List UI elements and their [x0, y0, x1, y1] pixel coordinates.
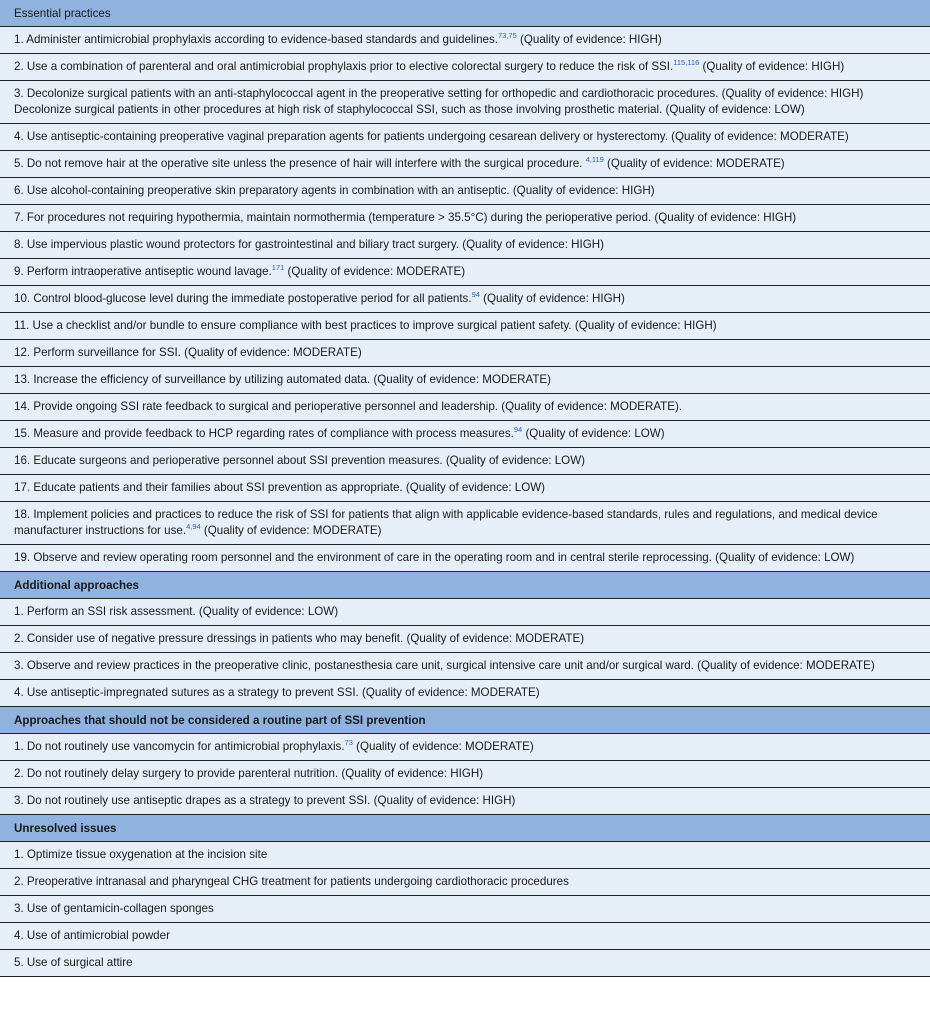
recommendation-text: [14, 129, 882, 145]
recommendation-text: [14, 399, 882, 415]
recommendation-text: [14, 928, 882, 944]
recommendation-main-text: 1. Optimize tissue oxygenation at the incision site: [14, 848, 268, 861]
recommendation-main-text: 10. Control blood-glucose level during the immediate postoperative period for all patients.: [14, 292, 472, 305]
recommendation-main-text: 2. Do not routinely delay surgery to provide parenteral nutrition. (Quality of evidence: HIGH): [14, 767, 484, 780]
evidence-quality-text: (Quality of evidence: LOW): [522, 427, 665, 440]
recommendation-text: [14, 739, 882, 755]
recommendation-main-text: 1. Do not routinely use vancomycin for antimicrobial prophylaxis.: [14, 740, 345, 753]
section-header: Additional approaches: [0, 572, 930, 599]
evidence-quality-text: (Quality of evidence: MODERATE): [200, 524, 382, 537]
reference-citation[interactable]: 94: [513, 425, 523, 434]
recommendation-row: [0, 259, 930, 286]
recommendation-main-text: 13. Increase the efficiency of surveillance by utilizing automated data. (Quality of evidence: MODERATE): [14, 373, 552, 386]
recommendation-row: [0, 788, 930, 815]
reference-citation[interactable]: 171: [271, 263, 285, 272]
recommendation-main-text: 18. Implement policies and practices to reduce the risk of SSI for patients that align with applicable evidence-based standards, rules and regulations, and medical device manufacturer instructions for use.: [14, 508, 878, 537]
recommendation-row: [0, 734, 930, 761]
recommendation-text: [14, 685, 882, 701]
recommendation-row: [0, 626, 930, 653]
recommendation-row: [0, 502, 930, 545]
recommendation-row: [0, 761, 930, 788]
recommendation-main-text: 17. Educate patients and their families about SSI prevention as appropriate. (Quality of evidence: LOW): [14, 481, 546, 494]
recommendation-main-text: 12. Perform surveillance for SSI. (Quality of evidence: MODERATE): [14, 346, 362, 359]
reference-citation[interactable]: 4,119: [585, 155, 604, 164]
recommendation-row: [0, 475, 930, 502]
recommendation-text: [14, 631, 882, 647]
recommendation-text: [14, 156, 882, 172]
recommendation-main-text: 2. Use a combination of parenteral and oral antimicrobial prophylaxis prior to elective colorectal surgery to reduce the risk of SSI.: [14, 60, 674, 73]
recommendation-row: [0, 869, 930, 896]
section-header: Unresolved issues: [0, 815, 930, 842]
recommendation-text: [14, 318, 882, 334]
recommendation-main-text: 2. Preoperative intranasal and pharyngeal CHG treatment for patients undergoing cardiothoracic procedures: [14, 875, 569, 888]
recommendation-text: [14, 453, 882, 469]
recommendation-main-text: 1. Administer antimicrobial prophylaxis according to evidence-based standards and guidelines.: [14, 33, 498, 46]
reference-citation[interactable]: 73: [344, 738, 353, 747]
recommendation-row: [0, 950, 930, 977]
evidence-quality-text: (Quality of evidence: MODERATE): [284, 265, 466, 278]
recommendation-text: [14, 874, 882, 890]
recommendation-text: [14, 59, 882, 75]
recommendation-text: [14, 86, 882, 102]
recommendation-row: [0, 81, 930, 124]
recommendation-text: [14, 793, 882, 809]
recommendation-row: [0, 923, 930, 950]
recommendation-text: [14, 766, 882, 782]
evidence-quality-text: (Quality of evidence: HIGH): [699, 60, 845, 73]
recommendation-main-text: 1. Perform an SSI risk assessment. (Quality of evidence: LOW): [14, 605, 339, 618]
recommendation-row: [0, 367, 930, 394]
recommendation-row: [0, 421, 930, 448]
recommendation-text: [14, 32, 882, 48]
recommendation-main-text: 3. Use of gentamicin-collagen sponges: [14, 902, 214, 915]
recommendation-main-text: 3. Do not routinely use antiseptic drapes as a strategy to prevent SSI. (Quality of evidence: HIGH): [14, 794, 516, 807]
recommendation-text: [14, 237, 882, 253]
recommendation-text: [14, 901, 882, 917]
recommendation-main-text: 8. Use impervious plastic wound protectors for gastrointestinal and biliary tract surgery. (Quality of evidence: HIGH): [14, 238, 605, 251]
evidence-quality-text: (Quality of evidence: MODERATE): [603, 157, 785, 170]
recommendation-row: [0, 448, 930, 475]
recommendation-text: [14, 183, 882, 199]
recommendation-main-text: 4. Use antiseptic-containing preoperative vaginal preparation agents for patients undergoing cesarean delivery or hysterectomy. (Quality of evidence: MODERATE): [14, 130, 849, 143]
section-header: Essential practices: [0, 0, 930, 27]
reference-citation[interactable]: 4,94: [186, 522, 201, 531]
recommendation-text: [14, 847, 882, 863]
recommendation-main-text: 4. Use of antimicrobial powder: [14, 929, 170, 942]
recommendation-main-text: Decolonize surgical patients in other procedures at high risk of staphylococcal SSI, such as those involving prosthetic material. (Quality of evidence: LOW): [14, 103, 805, 116]
evidence-quality-text: (Quality of evidence: HIGH): [479, 292, 625, 305]
recommendation-text: [14, 507, 882, 539]
recommendation-row: [0, 896, 930, 923]
recommendation-text: [14, 264, 882, 280]
recommendation-main-text: 3. Observe and review practices in the preoperative clinic, postanesthesia care unit, surgical intensive care unit and/or surgical ward. (Quality of evidence: MODERATE): [14, 659, 875, 672]
recommendation-row: [0, 545, 930, 572]
recommendation-row: [0, 340, 930, 367]
recommendation-main-text: 4. Use antiseptic-impregnated sutures as a strategy to prevent SSI. (Quality of evidence: MODERATE): [14, 686, 540, 699]
recommendation-text: [14, 426, 882, 442]
recommendation-main-text: 6. Use alcohol-containing preoperative skin preparatory agents in combination with an antiseptic. (Quality of evidence: HIGH): [14, 184, 655, 197]
recommendation-main-text: 7. For procedures not requiring hypothermia, maintain normothermia (temperature > 35.5°C) during the perioperative period. (Quality of evidence: HIGH): [14, 211, 797, 224]
recommendation-row: [0, 394, 930, 421]
recommendation-text: [14, 345, 882, 361]
recommendation-text: [14, 210, 882, 226]
recommendation-main-text: 9. Perform intraoperative antiseptic wound lavage.: [14, 265, 272, 278]
recommendation-main-text: 16. Educate surgeons and perioperative personnel about SSI prevention measures. (Quality of evidence: LOW): [14, 454, 585, 467]
recommendation-text: [14, 550, 882, 566]
recommendation-text: [14, 604, 882, 620]
recommendation-row: [0, 151, 930, 178]
recommendation-row: [0, 54, 930, 81]
recommendation-text: [14, 658, 882, 674]
recommendation-text: [14, 102, 882, 118]
recommendation-main-text: 2. Consider use of negative pressure dressings in patients who may benefit. (Quality of evidence: MODERATE): [14, 632, 585, 645]
recommendation-row: [0, 286, 930, 313]
recommendation-main-text: 5. Do not remove hair at the operative site unless the presence of hair will interfere with the surgical procedure.: [14, 157, 586, 170]
recommendation-row: [0, 313, 930, 340]
section-header: Approaches that should not be considered a routine part of SSI prevention: [0, 707, 930, 734]
recommendation-row: [0, 232, 930, 259]
recommendation-main-text: 14. Provide ongoing SSI rate feedback to surgical and perioperative personnel and leadership. (Quality of evidence: MODERATE).: [14, 400, 683, 413]
recommendation-row: [0, 842, 930, 869]
recommendation-text: [14, 955, 882, 971]
reference-citation[interactable]: 94: [471, 290, 480, 299]
recommendation-main-text: 19. Observe and review operating room personnel and the environment of care in the operating room and in central sterile reprocessing. (Quality of evidence: LOW): [14, 551, 855, 564]
recommendation-text: [14, 291, 882, 307]
reference-citation[interactable]: 115,116: [673, 58, 700, 67]
recommendation-text: [14, 372, 882, 388]
reference-citation[interactable]: 73,75: [498, 31, 517, 40]
recommendation-text: [14, 480, 882, 496]
recommendation-row: [0, 205, 930, 232]
evidence-quality-text: (Quality of evidence: HIGH): [516, 33, 662, 46]
recommendation-main-text: 11. Use a checklist and/or bundle to ensure compliance with best practices to improve surgical patient safety. (Quality of evidence: HIGH): [14, 319, 717, 332]
recommendation-row: [0, 599, 930, 626]
evidence-quality-text: (Quality of evidence: MODERATE): [352, 740, 534, 753]
recommendation-main-text: 15. Measure and provide feedback to HCP regarding rates of compliance with process measures.: [14, 427, 514, 440]
recommendation-main-text: 3. Decolonize surgical patients with an anti-staphylococcal agent in the preoperative setting for orthopedic and cardiothoracic procedures. (Quality of evidence: HIGH): [14, 87, 864, 100]
recommendation-row: [0, 178, 930, 205]
recommendation-row: [0, 27, 930, 54]
recommendation-row: [0, 680, 930, 707]
recommendation-row: [0, 124, 930, 151]
recommendation-row: [0, 653, 930, 680]
recommendation-main-text: 5. Use of surgical attire: [14, 956, 133, 969]
